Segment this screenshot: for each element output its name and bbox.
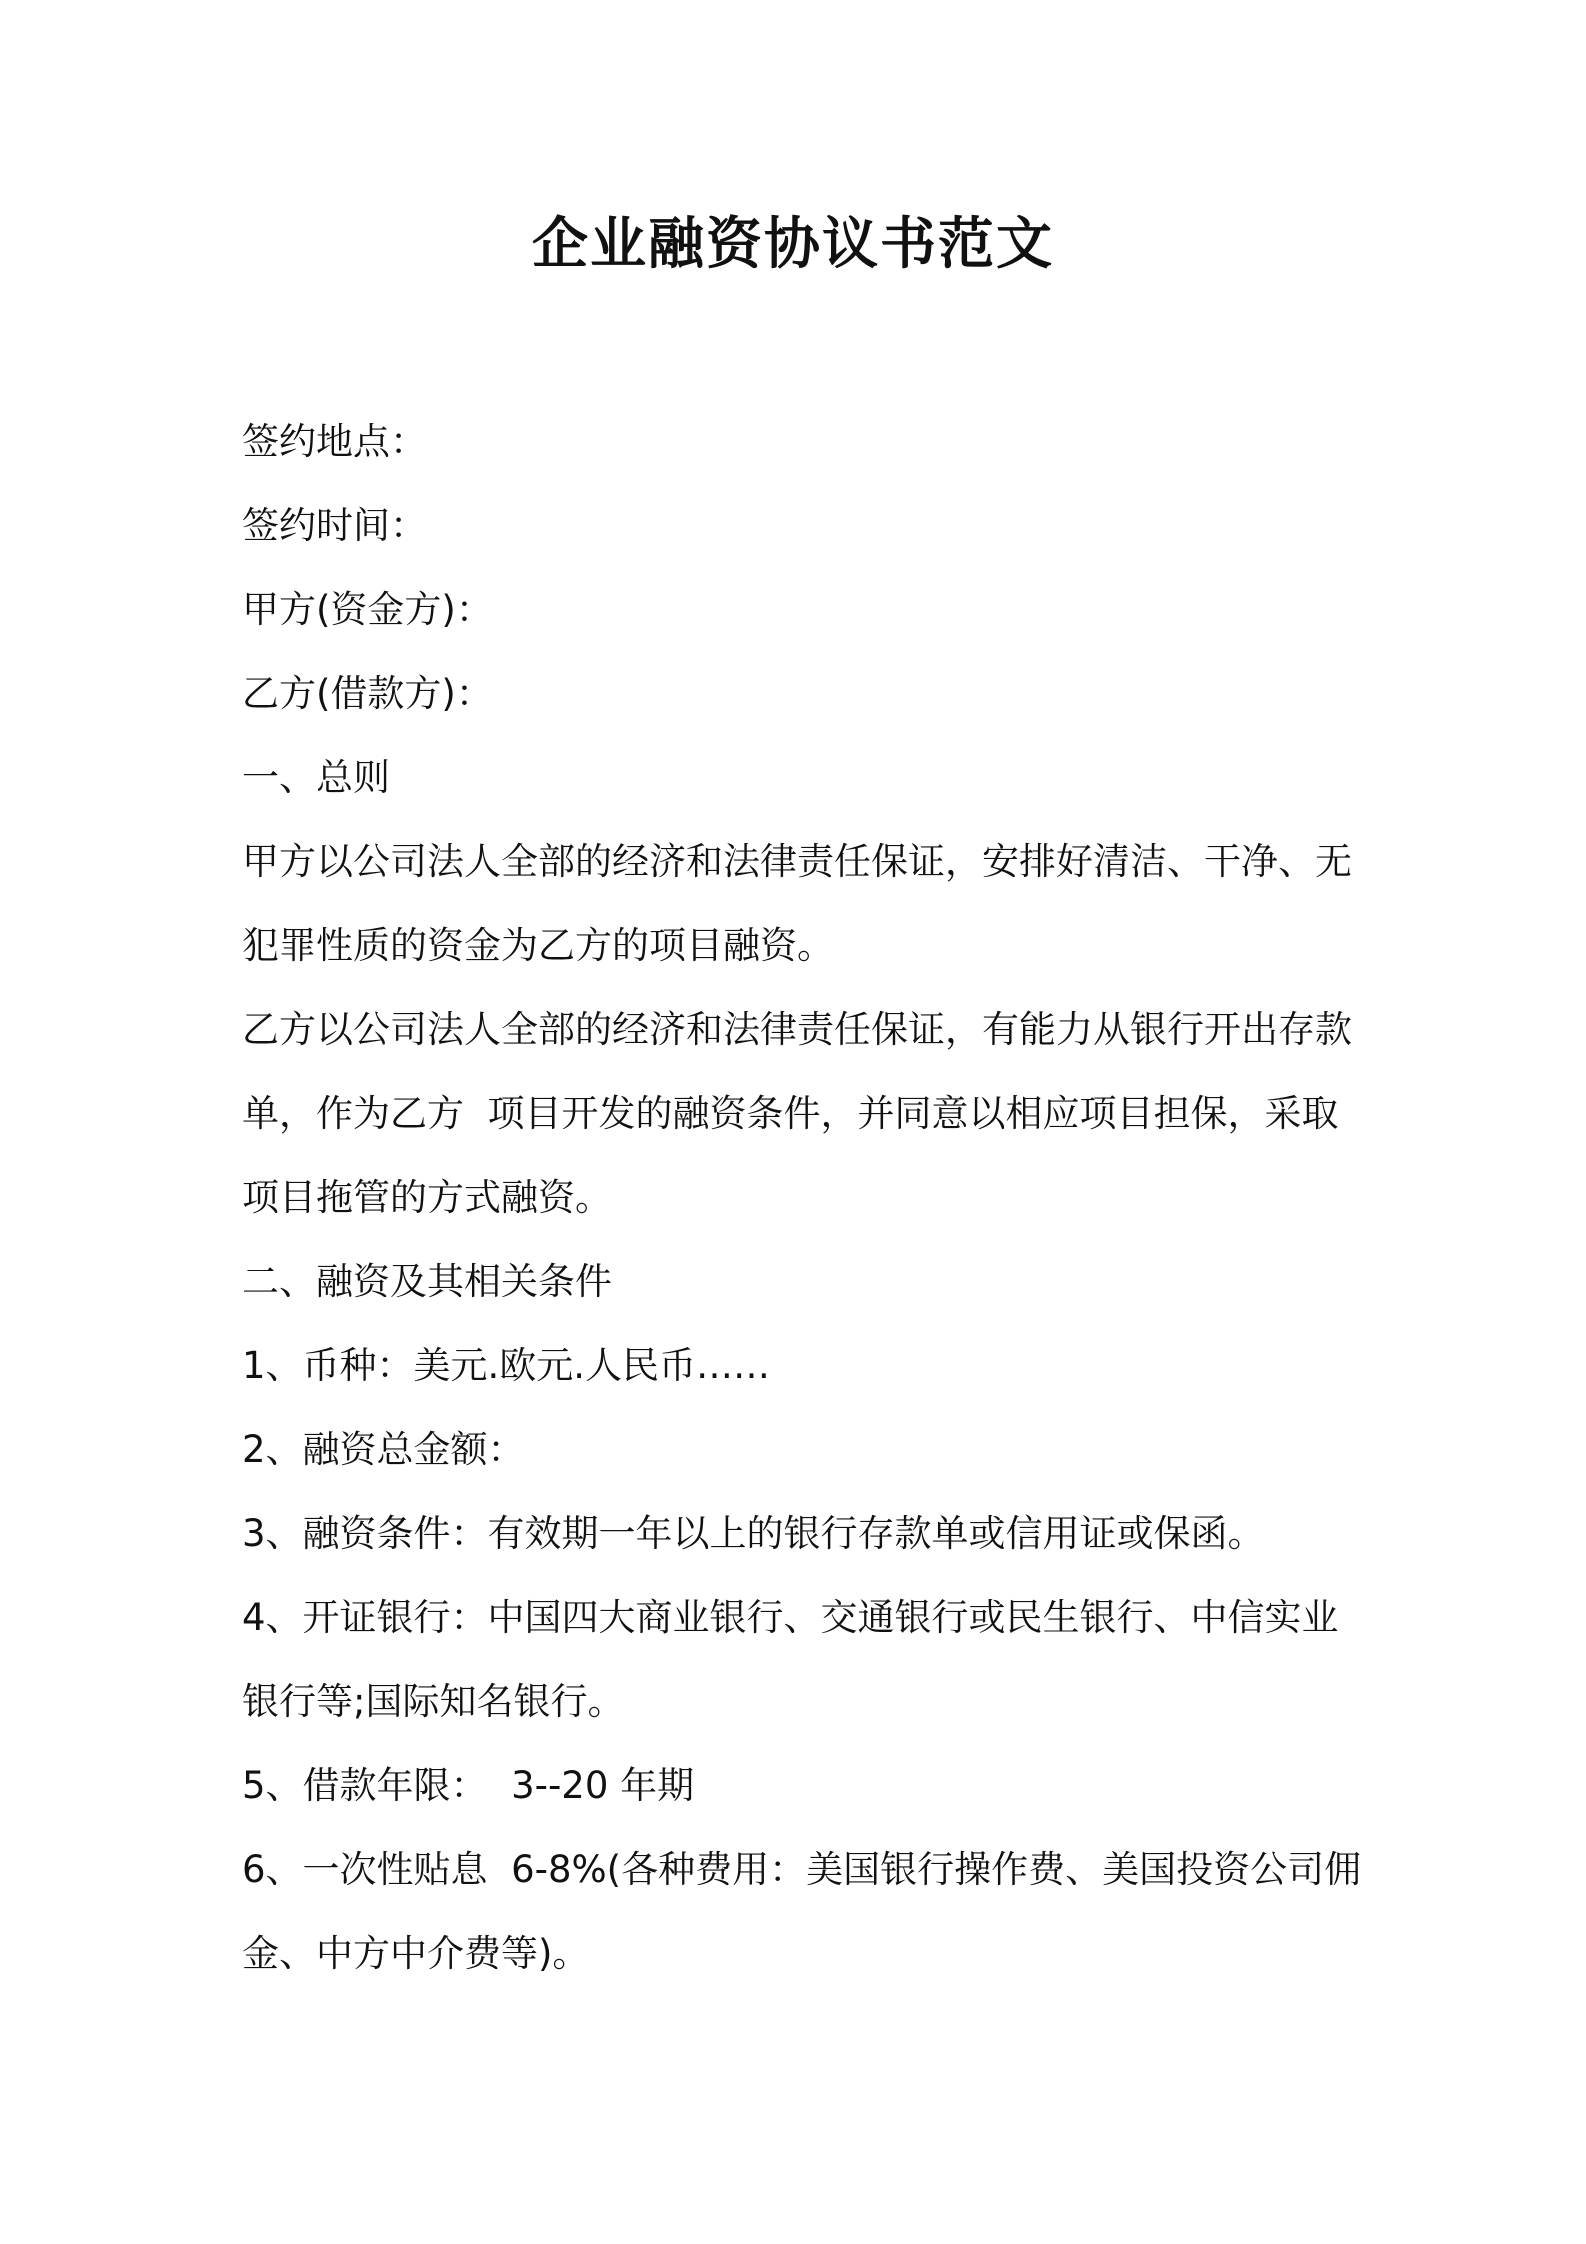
list-item-conditions: 3、融资条件：有效期一年以上的银行存款单或信用证或保函。: [242, 1512, 1265, 1555]
field-signing-place: 签约地点：: [242, 420, 427, 463]
paragraph-line: 乙方以公司法人全部的经济和法律责任保证，有能力从银行开出存款: [242, 1008, 1352, 1051]
list-item-issuing-bank: 4、开证银行：中国四大商业银行、交通银行或民生银行、中信实业: [242, 1596, 1339, 1639]
list-item-currency: 1、币种：美元.欧元.人民币……: [242, 1344, 771, 1387]
section-heading-financing: 二、融资及其相关条件: [242, 1260, 612, 1303]
list-item-interest-cont: 金、中方中介费等)。: [242, 1932, 590, 1975]
field-party-a: 甲方(资金方)：: [242, 588, 493, 631]
paragraph-line: 犯罪性质的资金为乙方的项目融资。: [242, 924, 834, 967]
field-party-b: 乙方(借款方)：: [242, 672, 493, 715]
paragraph-line: 甲方以公司法人全部的经济和法律责任保证，安排好清洁、干净、无: [242, 840, 1352, 883]
list-item-issuing-bank-cont: 银行等;国际知名银行。: [242, 1680, 625, 1723]
list-item-loan-term: 5、借款年限： 3--20 年期: [242, 1764, 695, 1807]
paragraph-line: 单，作为乙方 项目开发的融资条件，并同意以相应项目担保，采取: [242, 1092, 1339, 1135]
section-heading-general: 一、总则: [242, 756, 390, 799]
document-title: 企业融资协议书范文: [532, 212, 1054, 277]
list-item-interest: 6、一次性贴息 6-8%(各种费用：美国银行操作费、美国投资公司佣: [242, 1848, 1362, 1891]
document-body: [242, 400, 1362, 1996]
field-signing-time: 签约时间：: [242, 504, 427, 547]
paragraph-line: 项目拖管的方式融资。: [242, 1176, 612, 1219]
list-item-total-amount: 2、融资总金额：: [242, 1428, 525, 1471]
